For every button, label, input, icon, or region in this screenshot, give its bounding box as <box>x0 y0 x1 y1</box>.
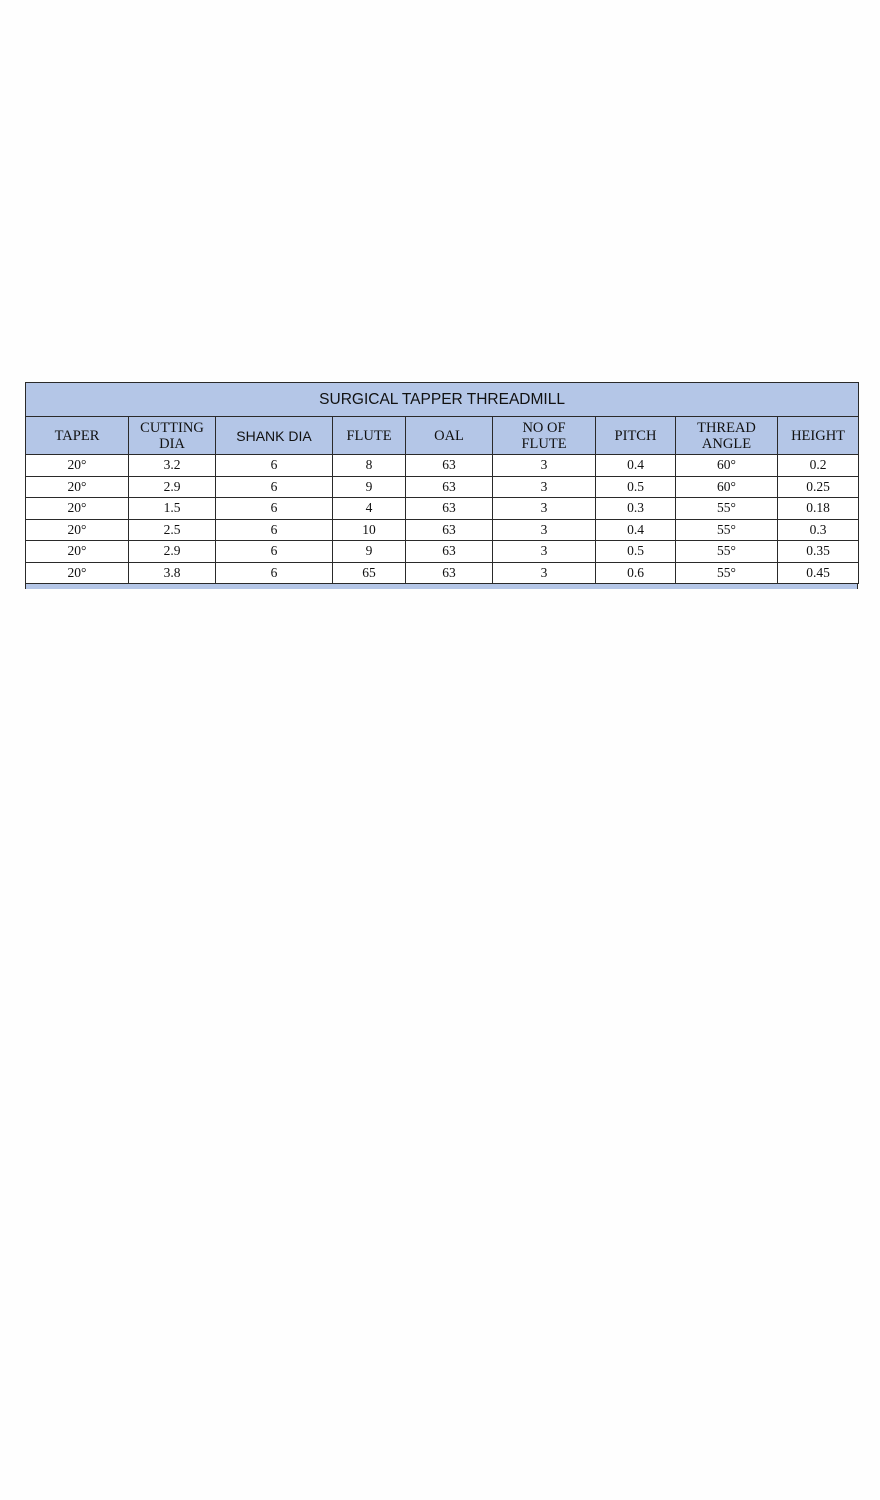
cell-thread-angle: 60° <box>676 455 778 477</box>
cell-thread-angle: 55° <box>676 519 778 541</box>
cell-height: 0.3 <box>778 519 859 541</box>
cell-oal: 63 <box>406 541 493 563</box>
cell-flute: 65 <box>333 562 406 584</box>
cell-no-of-flute: 3 <box>493 476 596 498</box>
table-row <box>26 562 859 584</box>
cell-pitch: 0.5 <box>596 476 676 498</box>
table-row <box>26 519 859 541</box>
table-row <box>26 541 859 563</box>
cell-pitch: 0.4 <box>596 519 676 541</box>
cell-pitch: 0.3 <box>596 498 676 520</box>
cell-height: 0.35 <box>778 541 859 563</box>
cell-oal: 63 <box>406 498 493 520</box>
table-header-row <box>26 417 859 455</box>
cell-shank-dia: 6 <box>216 476 333 498</box>
cell-cutting-dia: 2.9 <box>129 476 216 498</box>
header-flute <box>333 417 406 455</box>
cell-flute: 10 <box>333 519 406 541</box>
header-thread-angle-line2: ANGLE <box>701 435 752 452</box>
cell-height: 0.18 <box>778 498 859 520</box>
cell-oal: 63 <box>406 519 493 541</box>
cell-shank-dia: 6 <box>216 562 333 584</box>
cell-no-of-flute: 3 <box>493 562 596 584</box>
cell-cutting-dia: 2.9 <box>129 541 216 563</box>
cell-shank-dia: 6 <box>216 455 333 477</box>
header-no-of-flute <box>493 417 596 455</box>
cell-height: 0.45 <box>778 562 859 584</box>
header-flute-label: FLUTE <box>346 427 392 444</box>
cell-taper: 20° <box>26 519 129 541</box>
cell-flute: 4 <box>333 498 406 520</box>
header-pitch-label: PITCH <box>614 427 657 444</box>
cell-thread-angle: 55° <box>676 562 778 584</box>
cell-oal: 63 <box>406 455 493 477</box>
cell-oal: 63 <box>406 476 493 498</box>
header-oal-label: OAL <box>434 427 464 444</box>
header-thread-angle <box>676 417 778 455</box>
cell-cutting-dia: 1.5 <box>129 498 216 520</box>
table-title: SURGICAL TAPPER THREADMILL <box>26 383 859 417</box>
cell-height: 0.25 <box>778 476 859 498</box>
header-cutting-dia-line2: DIA <box>159 435 185 452</box>
cell-cutting-dia: 3.2 <box>129 455 216 477</box>
cell-taper: 20° <box>26 476 129 498</box>
header-cutting-dia-line1: CUTTING <box>140 419 204 436</box>
cell-flute: 9 <box>333 541 406 563</box>
cell-shank-dia: 6 <box>216 498 333 520</box>
header-shank-dia-label: SHANK DIA <box>236 427 312 444</box>
cell-pitch: 0.4 <box>596 455 676 477</box>
cell-height: 0.2 <box>778 455 859 477</box>
header-cutting-dia <box>129 417 216 455</box>
cell-taper: 20° <box>26 498 129 520</box>
table-row <box>26 455 859 477</box>
header-height <box>778 417 859 455</box>
cell-shank-dia: 6 <box>216 519 333 541</box>
cell-cutting-dia: 2.5 <box>129 519 216 541</box>
cell-taper: 20° <box>26 562 129 584</box>
cell-taper: 20° <box>26 541 129 563</box>
table-row <box>26 476 859 498</box>
cell-no-of-flute: 3 <box>493 455 596 477</box>
spec-table-container <box>25 382 858 589</box>
table-footer-band <box>25 584 858 589</box>
cell-thread-angle: 60° <box>676 476 778 498</box>
cell-pitch: 0.5 <box>596 541 676 563</box>
header-thread-angle-line1: THREAD <box>697 419 756 436</box>
cell-thread-angle: 55° <box>676 541 778 563</box>
header-taper-label: TAPER <box>54 427 100 444</box>
cell-flute: 9 <box>333 476 406 498</box>
cell-pitch: 0.6 <box>596 562 676 584</box>
header-no-of-flute-line1: NO OF <box>522 419 566 436</box>
cell-no-of-flute: 3 <box>493 541 596 563</box>
header-shank-dia <box>216 417 333 455</box>
cell-no-of-flute: 3 <box>493 498 596 520</box>
cell-flute: 8 <box>333 455 406 477</box>
cell-taper: 20° <box>26 455 129 477</box>
table-title-row <box>26 383 859 417</box>
header-taper <box>26 417 129 455</box>
header-height-label: HEIGHT <box>791 427 846 444</box>
cell-cutting-dia: 3.8 <box>129 562 216 584</box>
header-no-of-flute-line2: FLUTE <box>521 435 567 452</box>
cell-no-of-flute: 3 <box>493 519 596 541</box>
header-oal <box>406 417 493 455</box>
surgical-tapper-threadmill-table <box>25 382 859 584</box>
cell-oal: 63 <box>406 562 493 584</box>
header-pitch <box>596 417 676 455</box>
cell-thread-angle: 55° <box>676 498 778 520</box>
cell-shank-dia: 6 <box>216 541 333 563</box>
table-row <box>26 498 859 520</box>
